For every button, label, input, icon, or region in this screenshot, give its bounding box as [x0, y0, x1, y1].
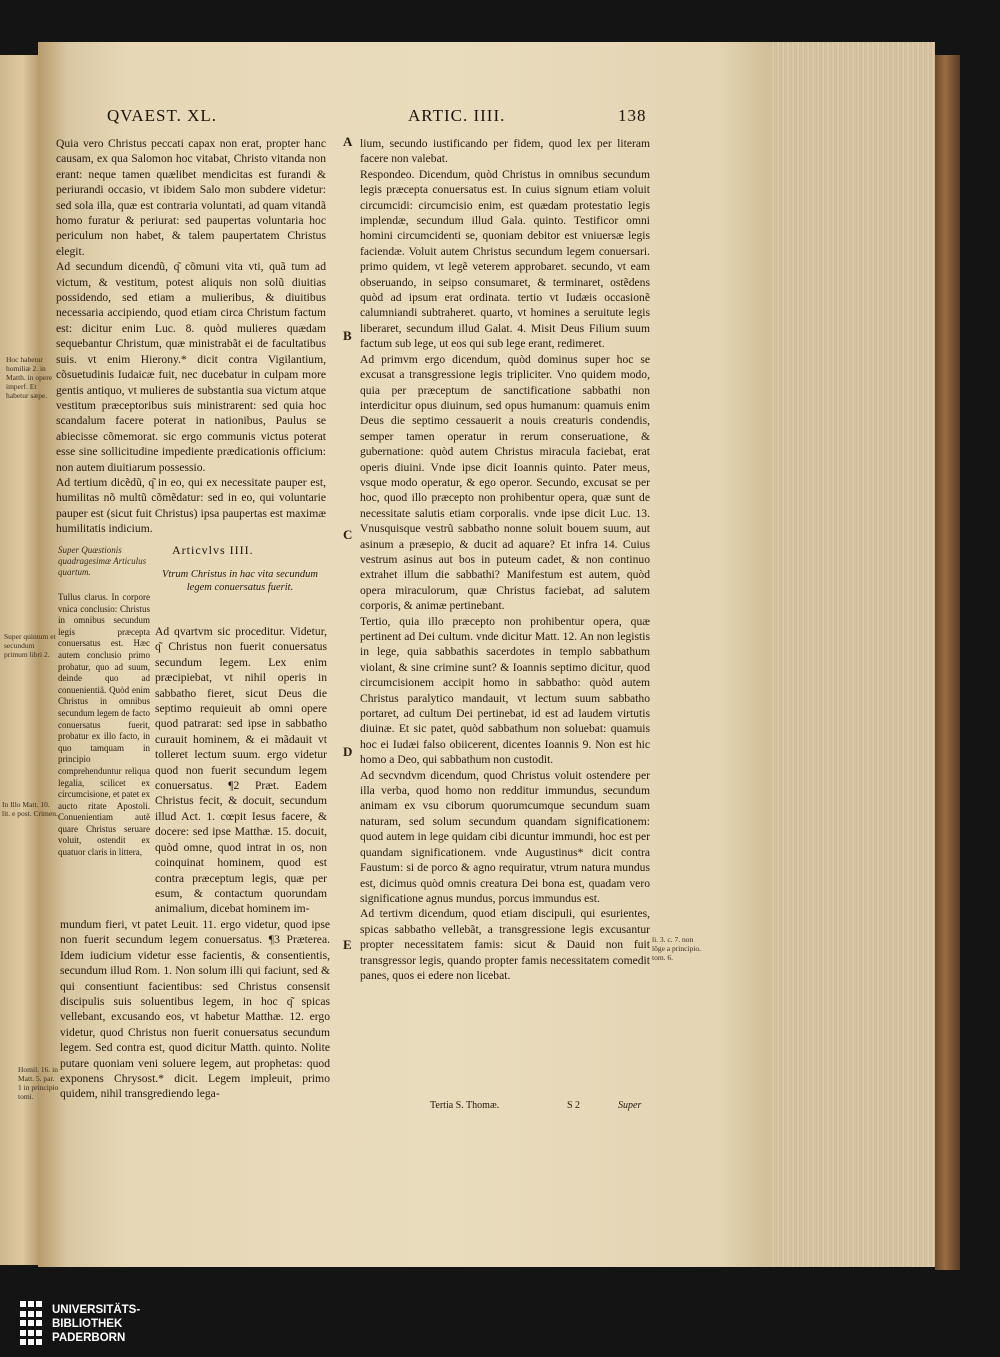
margin-note: Hoc habetur homiliæ 2. in Matth. in opere imperf. Et habetur sæpe. [6, 355, 53, 400]
catchword: Super [618, 1100, 642, 1111]
paragraph: Ad secundum dicendũ, q͂ cõmuni vita vti, quã tum ad victum, & vestitum, potest aliquis non solũ diuitias possidendo, sed etiam a mulieribus, & diuitibus necessaria accipiendo, quod etiam circa Christum factum est: dicitur enim Luc. 8. quòd mulieres quædam sequebantur Christum, quæ ministrabãt ei de facultatibus suis. vt enim Hierony.* dicit contra Vigilantium, cõsuetudinis Iudaicæ fuit, nec ducebatur in culpam more gentis antiquo, vt mulieres de substantia sua victum atque vestitum præceptoribus suis ministrarent: sed quia hoc scandalum facere poterat in nationibus, Paulus se abiecisse cõmemorat. sic ergo communis victus poterat esse sine sollicitudine impediente prædicationis officium: non autem diuitiarum possessio. [56, 260, 326, 474]
library-logo [20, 1301, 140, 1347]
running-head-center: ARTIC. IIII. [408, 106, 506, 125]
paragraph: Tertio, quia illo præcepto non prohibentur opera, quæ pertinent ad Dei cultum. vnde dicitur Matt. 12. An non legistis in lege, quia sabbathis sacerdotes in templo sabbathum violant, & sine crimine sunt? & Ioannis septimo dicitur, quod circumcisionem accipit homo in sabbatho: quòd autem Christus paralytico mandauit, vt lectum suum sabbatho portaret, ad cultum Dei pertinebat, id est ad laudem virtutis diuinæ. Et sic patet, quòd sabbathum non soluebat: quamuis hoc ei Iudæi falso obiicerent, dicentes Ioannis 9. Non est hic homo a Deo, qui sabbathum non custodit. [360, 614, 650, 767]
paragraph: Ad primvm ergo dicendum, quòd dominus super hoc se excusat a transgressione legis tripliciter. Vno quidem modo, quia per præceptum de sanctificatione sabbathi non interdicitur opus diuinum, sed opus humanum: quamuis enim Deus die septimo cessauerit a nouis creaturis condendis, semper tamen operatur in rerum conseruatione, & gubernatione: quòd autem Christus miracula faciebat, erat operis diuini. Vnde ipse dicit Ioannis quinto. Pater meus, vsque modo operatur, & ego operor. Secundo, excusat se per hoc, quod illo præcepto non prohibentur opera, quæ sunt de necessitate salutis etiam corporalis. vnde ipse dicit Luc. 13. Vnusquisque vestrũ sabbatho nonne soluit bouem suum, aut asinum a præsepio, & ducit ad aquare? Et infra 14. Cuius vestrum asinus aut bos in puteum cadet, & non continuo extrahet illum die sabbathi? Manifestum est autem, quòd opera miraculorum, quæ Christus faciebat, ad salutem corporis, & animæ pertinebant. [360, 352, 650, 613]
margin-note: In Illo Matt. 10. lit. e post. Crimen. [2, 800, 58, 818]
article-text: Ad qvartvm sic proceditur. Videtur, q͂ Christus non fuerit conuersatus secundum legem. Lex enim præcipiebat, vt nihil operis in sabbatho fieret, sicut Deus die septimo requieuit ab omni opere quod patrarat: sed ipse in sabbatho curauit hominem, & ei mãdauit vt tolleret lectum suum. ergo videtur quod non fuerit secundum legem conuersatus. ¶2 Præt. Eadem Christus fecit, & docuit, secundum illud Act. 1. cœpit Iesus facere, & docere: sed ipse Matthæ. 15. docuit, quòd omne, quod intrat in os, non coinquinat hominem, quod est contra præceptum legis, quæ per esum, & contactum quorundam animalium, dicebat hominem im- [155, 625, 327, 916]
paragraph: Respondeo. Dicendum, quòd Christus in omnibus secundum legis præcepta conuersatus est. In cuius signum etiam voluit circumcidi: circumcisio enim, est quædam protestatio legis implendæ, secundum illud Gala. quinto. Testificor omni homini circumcidenti se, quoniam debitor est vniuersæ legis faciendæ. Voluit autem Christus secundum legem conuersari. primo quidem, vt legẽ veterem approbaret. secundo, vt eam obseruando, in seipso consumaret, & terminaret, ostẽdens quòd ad ipsum erat ordinata. tertio vt Iudæis occasionẽ calumniandi subtraheret. quarto, vt homines a seruitute legis liberaret, secundum illud Galat. 4. Misit Deus Filium suum factum sub lege, ut eos qui sub lege erant, redimeret. [360, 167, 650, 351]
paragraph: Ad tertium dicẽdũ, q͂ in eo, qui ex necessitate pauper est, humilitas nõ multũ cõmẽdatur: sed in eo, qui voluntarie pauper est (sicut fuit Christus) ipsa paupertas est maximæ humilitatis indicium. [56, 475, 326, 536]
paragraph: lium, secundo iustificando per fidem, quod lex per literam facere non valebat. [360, 137, 650, 166]
book-cover [935, 55, 960, 1270]
left-column-bottom: mundum fieri, vt patet Leuit. 11. ergo videtur, quod ipse non fuerit secundum legem conuersatus. ¶3 Præterea. Idem iudicium videtur esse facientis, & consentientis, secundum illud Rom. 1. Non solum illi qui faciunt, sed & qui consentiunt facientibus: sed Christus consensit discipulis suis soluentibus legem, in hoc q͂ spicas vellebant, excusando eos, vt habetur Matthæ. 12. ergo videtur, quod Christus non fuerit conuersatus secundum legem. Sed contra est, quod dicitur Matth. quinto. Nolite putare quoniam veni soluere legem, aut prophetas: quod exponens Chrysost.* dicit. Legem impleuit, primo quidem, nihil transgrediendo lega- [60, 918, 330, 1101]
article-question: Vtrum Christus in hac vita secundum legem conuersatus fuerit. [161, 569, 319, 593]
margin-note: Super quintum et secundum primum libri 2. [4, 632, 56, 659]
right-column [360, 136, 650, 983]
library-logo-text: UNIVERSITÄTS- BIBLIOTHEK PADERBORN [52, 1304, 141, 1344]
margin-note: Homil. 16. in Matt. 5. par. 1 in principio tomi. [18, 1065, 59, 1101]
page-number: 138 [618, 106, 647, 125]
margin-note: li. 3. c. 7. non lõge a principio. tom. 6. [652, 935, 701, 962]
library-logo-icon [20, 1301, 42, 1347]
section-letter: A [343, 134, 353, 149]
paragraph: Ad tertivm dicendum, quod etiam discipuli, qui esurientes, spicas sabbatho vellebãt, a transgressione legis excusantur propter necessitatem famis: sicut & Dauid non fuit transgressor legis, quando propter famis necessitatem comedit panes, quos ei edere non licebat. [360, 907, 650, 982]
signature-mark: S 2 [567, 1100, 581, 1111]
left-column-top [56, 136, 326, 537]
summary-text: Tullus clarus. In corpore vnica conclusio: Christus in omnibus secundum legis præcepta conuersatus est. Hæc autem conclusio primo probatur, quo ad suum, deinde quo ad conuenientiã. Quòd enim Christus in omnibus secundum legem de facto conuersatus fuerit, probatur ex illo facto, in quo tamquam in principio comprehenduntur reliqua legalia, scilicet ex circumcisione, et patet ex aucto ritate Apostoli. Conuenientiam autẽ quare Christus seruare voluit, ostendit ex quatuor claris in littera, [58, 592, 150, 858]
section-letter: B [343, 328, 352, 343]
paragraph: Quia vero Christus peccati capax non erat, propter hanc causam, ex qua Salomon hoc vitabat, Christo vitanda non erant: neque tamen quælibet mendicitas est furandi & periurandi occasio, vt ibidem Salo mon subdere videtur: sed sola illa, quæ est contraria voluntati, ad quam vitandã homo furatur & periurat: sed paupertas voluntaria hoc periculum non habet, & talem paupertatem Christus elegit. [56, 137, 326, 258]
page-block-edge [770, 42, 935, 1267]
section-letter: C [343, 527, 353, 542]
section-letter: D [343, 744, 353, 759]
running-head-left: QVAEST. XL. [107, 106, 218, 125]
footer-title: Tertia S. Thomæ. [430, 1100, 500, 1111]
summary-title: Super Quæstionis quadragesimæ Articulus quartum. [58, 545, 147, 577]
article-title: Articvlvs IIII. [172, 543, 254, 557]
paragraph: Ad secvndvm dicendum, quod Christus voluit ostendere per illa verba, quod homo non redditur immundus, secundum animam ex vsu ciborum quorumcumque secundum suam naturam, sed solum secundum quandam significationem: quod autem in lege quidam cibi dicuntur immundi, hoc est per quandam significationem. vnde Augustinus* dicit contra Faustum: si de porco & agno requiratur, vtrum natura mundus est, dicimus quòd omnis creatura Dei bona est, quadam vero significatione agnus mundus, porcus immundus est. [360, 768, 650, 905]
section-letter: E [343, 937, 352, 952]
